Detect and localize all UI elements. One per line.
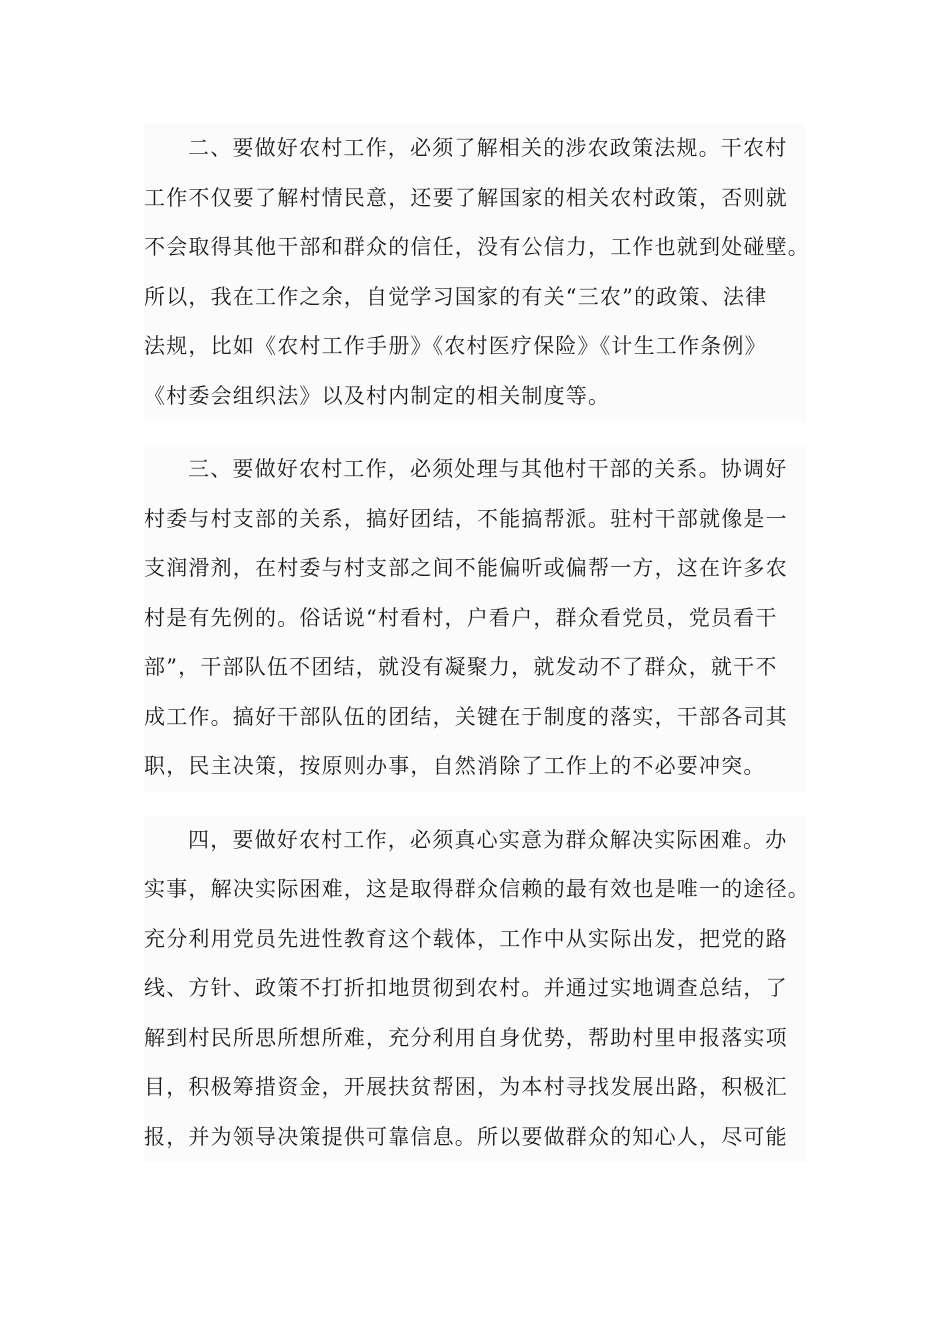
- text-line: 村委与村支部的关系，搞好团结，不能搞帮派。驻村干部就像是一: [144, 506, 788, 531]
- text-line: 支润滑剂，在村委与村支部之间不能偏听或偏帮一方，这在许多农: [144, 556, 788, 580]
- text-line: 充分利用党员先进性教育这个载体，工作中从实际出发，把党的路: [144, 926, 788, 951]
- paragraph-3: [144, 445, 806, 792]
- text-line: 村是有先例的。俗话说“村看村，户看户，群众看党员，党员看干: [144, 605, 778, 630]
- paragraph-4: [144, 816, 810, 1163]
- text-line: 法规，比如《农村工作手册》《农村医疗保险》《计生工作条例》: [144, 334, 767, 358]
- text-line: 不会取得其他干部和群众的信任，没有公信力，工作也就到处碰壁。: [144, 235, 810, 259]
- paragraph-gap: [0, 792, 950, 816]
- text-line: 报，并为领导决策提供可靠信息。所以要做群众的知心人，尽可能: [144, 1124, 788, 1149]
- text-line: 工作不仅要了解村情民意，还要了解国家的相关农村政策，否则就: [144, 185, 788, 210]
- text-line: 《村委会组织法》以及村内制定的相关制度等。: [144, 383, 611, 408]
- text-line: 部”，干部队伍不团结，就没有凝聚力，就发动不了群众，就干不: [144, 655, 778, 679]
- text-line: 所以，我在工作之余，自觉学习国家的有关“三农”的政策、法律: [144, 284, 768, 309]
- text-line: 三、要做好农村工作，必须处理与其他村干部的关系。协调好: [188, 457, 788, 481]
- text-line: 四，要做好农村工作，必须真心实意为群众解决实际困难。办: [188, 827, 788, 852]
- paragraph-gap: [0, 421, 950, 445]
- document-body: [144, 124, 810, 1162]
- text-line: 目，积极筹措资金，开展扶贫帮困，为本村寻找发展出路，积极汇: [144, 1075, 788, 1099]
- text-line: 解到村民所思所想所难，充分利用自身优势，帮助村里申报落实项: [144, 1025, 788, 1050]
- paragraph-2: [144, 124, 810, 421]
- text-line: 线、方针、政策不打折扣地贯彻到农村。并通过实地调查总结，了: [144, 976, 788, 1000]
- text-line: 成工作。搞好干部队伍的团结，关键在于制度的落实，干部各司其: [144, 704, 788, 729]
- text-line: 职，民主决策，按原则办事，自然消除了工作上的不必要冲突。: [144, 754, 766, 778]
- text-line: 二、要做好农村工作，必须了解相关的涉农政策法规。干农村: [188, 136, 788, 160]
- text-line: 实事，解决实际困难，这是取得群众信赖的最有效也是唯一的途径。: [144, 877, 810, 901]
